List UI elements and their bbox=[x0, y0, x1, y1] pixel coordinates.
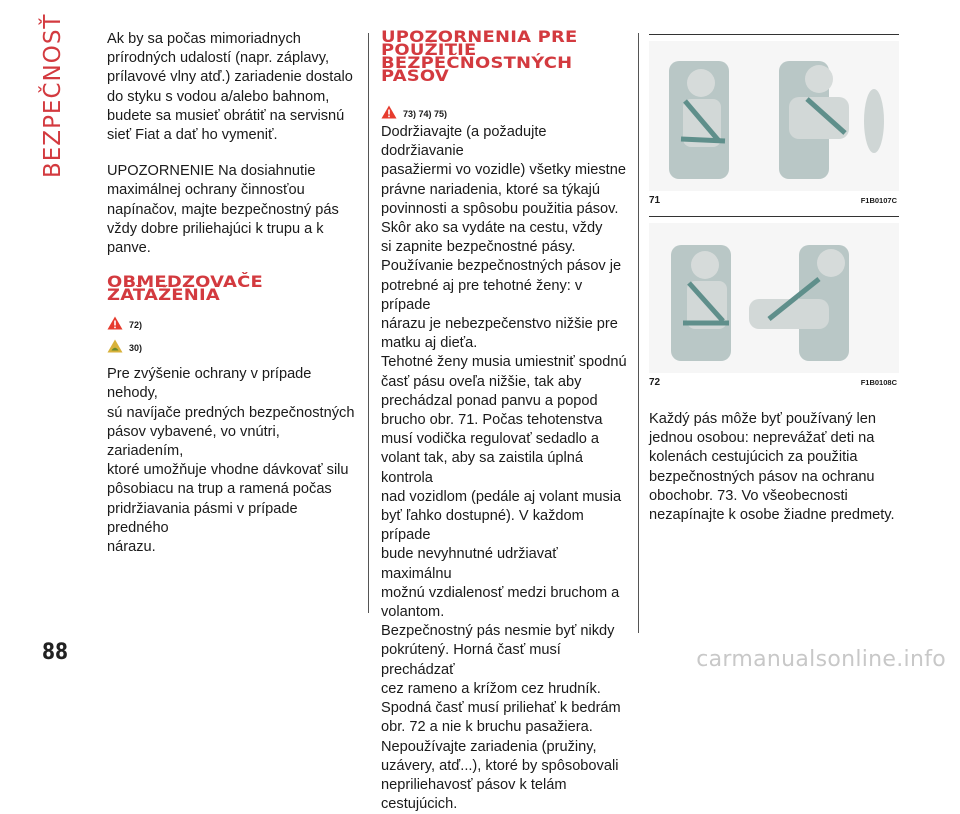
figure-number: 71 bbox=[649, 194, 661, 206]
page-number: 88 bbox=[42, 640, 69, 665]
note-ref-30 bbox=[107, 332, 355, 353]
paragraph-pregnant-position: Tehotné ženy musia umiestniť spodnú časť pásu oveľa nižšie, tak aby prechádzal ponad panvu a popod brucho obr. 71. Počas tehotenstva musí vodička regulovať sedadlo a volant tak, aby sa zaistila úplná kontrola nad vozidlom (pedále aj volant musia byť ľahko dostupné). V každom prípade bude nevyhnutné udržiavať maximálnu možnú vzdialenosť medzi bruchom a volantom. bbox=[381, 354, 627, 621]
figure-code: F1B0107C bbox=[860, 195, 897, 205]
paragraph-regulations: Dodržiavajte (a požadujte dodržiavanie pasažiermi vo vozidle) všetky miestne právne nariadenia, ktoré sa týkajú povinnosti a spôsobu použitia pásov. Skôr ako sa vydáte na cestu, vždy si zapnite bezpečnostné pásy. bbox=[381, 124, 626, 256]
column-1 bbox=[107, 30, 355, 574]
warning-triangle-icon bbox=[381, 105, 397, 119]
paragraph-pregnant: Používanie bezpečnostných pásov je potrebné aj pre tehotné ženy: v prípade nárazu je nebezpečenstvo nižšie pre matku aj dieťa. bbox=[381, 258, 622, 352]
heading-load-limiters: OBMEDZOVAČE ZAŤAŽENIA bbox=[107, 272, 263, 305]
seated-people-illustration bbox=[649, 41, 899, 191]
paragraph-note-tensioners: UPOZORNENIE Na dosiahnutie maximálnej ochrany činnosťou napínačov, majte bezpečnostný pás vždy dobre priliehajúci k trupu a k panve. bbox=[107, 163, 339, 257]
warning-ref-text: 72) bbox=[129, 320, 143, 331]
column-divider bbox=[368, 33, 369, 613]
note-ref-text: 30) bbox=[129, 343, 143, 354]
column-divider bbox=[638, 33, 639, 633]
figure-code: F1B0108C bbox=[860, 377, 897, 387]
column-3 bbox=[649, 34, 899, 542]
column-2 bbox=[381, 27, 631, 814]
warning-ref-72 bbox=[107, 309, 355, 330]
figure-72 bbox=[649, 216, 899, 396]
watermark: carmanualsonline.info bbox=[696, 647, 946, 672]
paragraph-one-person: Každý pás môže byť používaný len jednou osobou: neprevážať deti na kolenách cestujúcich za použitia bezpečnostných pásov na ochranu obochobr. 73. Vo všeobecnosti nezapínajte k osobe žiadne predmety. bbox=[649, 411, 895, 524]
warning-ref-text: 73) 74) 75) bbox=[403, 109, 448, 119]
paragraph-load-limiters: Pre zvýšenie ochrany v prípade nehody, sú navíjače predných bezpečnostných pásov vybavené, vo vnútri, zariadením, ktoré umožňuje vhodne dávkovať silu pôsobiacu na trup a ramená počas pridržiavania pásmi v prípade predného nárazu. bbox=[107, 366, 355, 556]
warning-ref-73-75 bbox=[381, 98, 631, 119]
figure-71 bbox=[649, 34, 899, 214]
warning-triangle-icon bbox=[107, 316, 123, 330]
note-triangle-icon bbox=[107, 339, 123, 353]
figure-71-illustration bbox=[649, 41, 899, 191]
section-title: BEZPEČNOSŤ bbox=[40, 13, 66, 178]
paragraph-not-twisted: Bezpečnostný pás nesmie byť nikdy pokrútený. Horná časť musí prechádzať cez rameno a krížom cez hrudník. Spodná časť musí priliehať k bedrám obr. 72 a nie k bruchu pasažiera. Nepoužívajte zariadenia (pružiny, uzávery, atď...), ktoré by spôsobovali nepriliehavosť pásov k telám cestujúcich. bbox=[381, 623, 621, 813]
paragraph-flood: Ak by sa počas mimoriadnych prírodných udalostí (napr. záplavy, prílavové vlny atď.) zariadenie dostalo do styku s vodou a/alebo bahnom, budete sa musieť obrátiť na servisnú sieť Fiat a dať ho vymeniť. bbox=[107, 31, 353, 144]
heading-belt-warnings: UPOZORNENIA PRE POUŽITIE BEZPEČNOSTNÝCH PÁSOV bbox=[381, 27, 578, 85]
seated-people-illustration bbox=[649, 223, 899, 373]
figure-72-illustration bbox=[649, 223, 899, 373]
figure-number: 72 bbox=[649, 376, 661, 388]
